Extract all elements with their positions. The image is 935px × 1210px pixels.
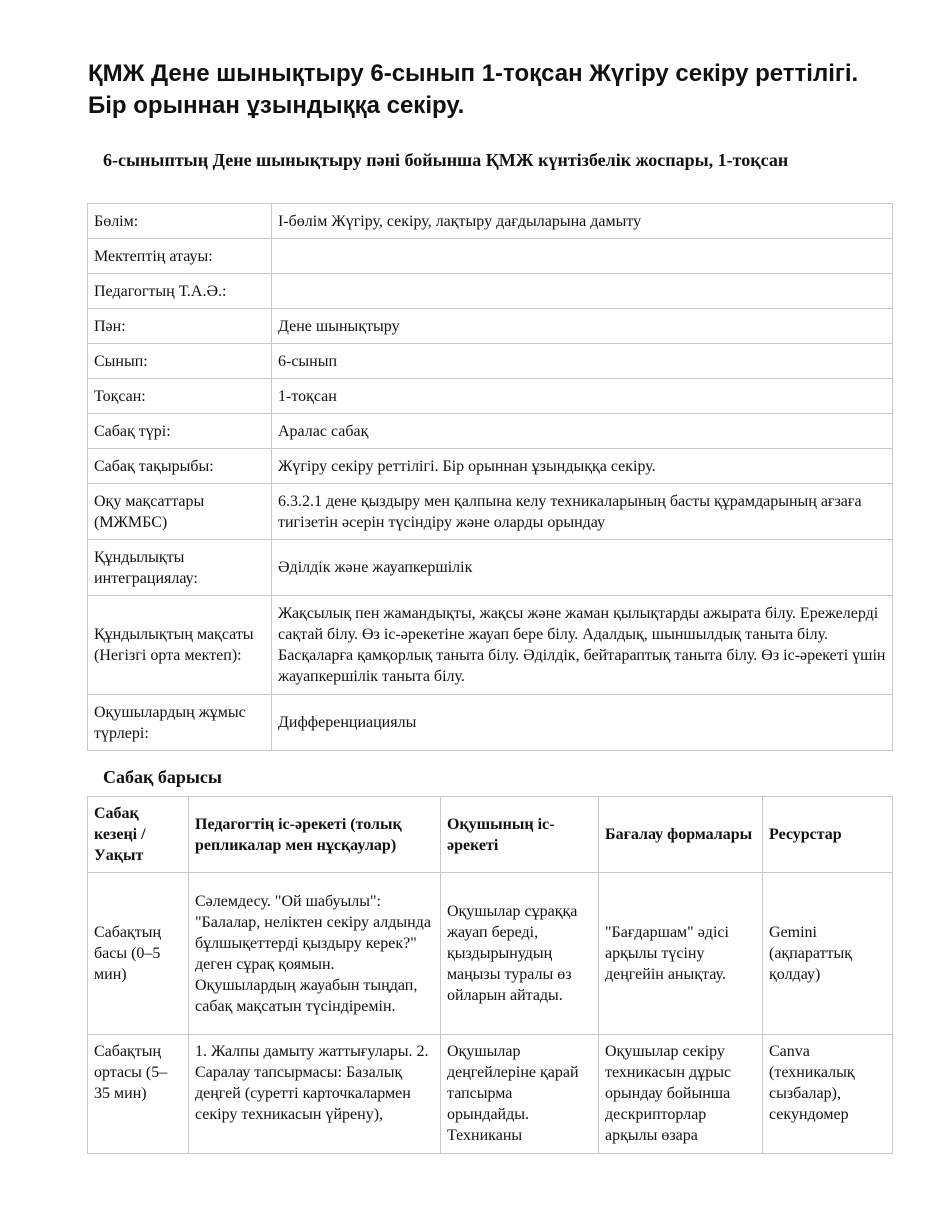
lesson-resources: Canva (техникалық сызбалар), секундомер bbox=[763, 1035, 893, 1154]
info-row-teacher bbox=[88, 274, 893, 309]
info-row-section bbox=[88, 204, 893, 239]
info-row-topic bbox=[88, 449, 893, 484]
info-key: Бөлім: bbox=[88, 204, 272, 239]
info-key: Құндылықтың мақсаты (Негізгі орта мектеп): bbox=[88, 596, 272, 695]
info-value: 1-тоқсан bbox=[272, 379, 893, 414]
header-stage: Сабақ кезеңі / Уақыт bbox=[88, 797, 189, 873]
info-row-quarter bbox=[88, 379, 893, 414]
info-row-grade bbox=[88, 344, 893, 379]
header-resources: Ресурстар bbox=[763, 797, 893, 873]
info-key: Мектептің атауы: bbox=[88, 239, 272, 274]
lesson-info-table bbox=[87, 203, 893, 751]
info-value: Жақсылық пен жамандықты, жақсы және жаман қылықтарды ажырата білу. Ережелерді сақтай білу. Өз іс-әрекетіне жауап бере білу. Адалдық, шыншылдық таныта білу. Басқаларға қамқорлық таныта білу. Әділдік, бейтараптық таныта білу. Өз іс-әрекеті үшін жауапкершілік таныта білу. bbox=[272, 596, 893, 695]
lesson-resources: Gemini (ақпараттық қолдау) bbox=[763, 873, 893, 1035]
info-row-school bbox=[88, 239, 893, 274]
info-key: Оқу мақсаттары (МЖМБС) bbox=[88, 484, 272, 540]
info-row-objectives bbox=[88, 484, 893, 540]
info-value: Аралас сабақ bbox=[272, 414, 893, 449]
info-value: I-бөлім Жүгіру, секіру, лақтыру дағдыларына дамыту bbox=[272, 204, 893, 239]
lesson-teacher-activity: Сәлемдесу. "Ой шабуылы": "Балалар, неліктен секіру алдында бұлшықеттерді қыздыру керек?" деген сұрақ қоямын. Оқушылардың жауабын тыңдап, сабақ мақсатын түсіндіремін. bbox=[189, 873, 441, 1035]
lesson-stage: Сабақтың басы (0–5 мин) bbox=[88, 873, 189, 1035]
lesson-progress-table bbox=[87, 796, 893, 1154]
lesson-teacher-activity: 1. Жалпы дамыту жаттығулары. 2. Саралау тапсырмасы: Базалық деңгей (суретті карточкалармен секіру техникасын үйрену), bbox=[189, 1035, 441, 1154]
lesson-row-middle bbox=[88, 1035, 893, 1154]
info-key: Сынып: bbox=[88, 344, 272, 379]
info-key: Сабақ тақырыбы: bbox=[88, 449, 272, 484]
info-value: 6.3.2.1 дене қыздыру мен қалпына келу техникаларының басты құрамдарының ағзаға тигізетін әсерін түсіндіру және оларды орындау bbox=[272, 484, 893, 540]
info-key: Тоқсан: bbox=[88, 379, 272, 414]
info-value: Дифференциациялы bbox=[272, 695, 893, 751]
lesson-section-title: Сабақ барысы bbox=[103, 767, 222, 787]
info-key: Оқушылардың жұмыс түрлері: bbox=[88, 695, 272, 751]
lesson-stage: Сабақтың ортасы (5–35 мин) bbox=[88, 1035, 189, 1154]
info-key: Сабақ түрі: bbox=[88, 414, 272, 449]
info-key: Педагогтың Т.А.Ә.: bbox=[88, 274, 272, 309]
info-row-value-integration bbox=[88, 540, 893, 596]
info-value bbox=[272, 274, 893, 309]
info-row-lesson-type bbox=[88, 414, 893, 449]
info-value: Жүгіру секіру реттілігі. Бір орыннан ұзындыққа секіру. bbox=[272, 449, 893, 484]
header-teacher-activity: Педагогтің іс-әрекеті (толық репликалар мен нұсқаулар) bbox=[189, 797, 441, 873]
info-key: Пән: bbox=[88, 309, 272, 344]
lesson-row-start bbox=[88, 873, 893, 1035]
lesson-student-activity: Оқушылар сұраққа жауап береді, қыздырынудың маңызы туралы өз ойларын айтады. bbox=[441, 873, 599, 1035]
info-value: Әділдік және жауапкершілік bbox=[272, 540, 893, 596]
plan-subtitle: 6-сыныптың Дене шынықтыру пәні бойынша ҚМЖ күнтізбелік жоспары, 1-тоқсан bbox=[103, 150, 789, 170]
info-key: Құндылықты интеграциялау: bbox=[88, 540, 272, 596]
lesson-student-activity: Оқушылар деңгейлеріне қарай тапсырма орындайды. Техниканы bbox=[441, 1035, 599, 1154]
info-value bbox=[272, 239, 893, 274]
info-value: 6-сынып bbox=[272, 344, 893, 379]
info-row-subject bbox=[88, 309, 893, 344]
lesson-assessment: "Бағдаршам" әдісі арқылы түсіну деңгейін анықтау. bbox=[599, 873, 763, 1035]
info-row-value-goal bbox=[88, 596, 893, 695]
page-title: ҚМЖ Дене шынықтыру 6-сынып 1-тоқсан Жүгіру секіру реттілігі. Бір орыннан ұзындыққа секіру. bbox=[88, 60, 859, 119]
info-value: Дене шынықтыру bbox=[272, 309, 893, 344]
lesson-assessment: Оқушылар секіру техникасын дұрыс орындау бойынша дескрипторлар арқылы өзара bbox=[599, 1035, 763, 1154]
header-student-activity: Оқушының іс-әрекеті bbox=[441, 797, 599, 873]
header-assessment: Бағалау формалары bbox=[599, 797, 763, 873]
lesson-header-row bbox=[88, 797, 893, 873]
info-row-work-types bbox=[88, 695, 893, 751]
